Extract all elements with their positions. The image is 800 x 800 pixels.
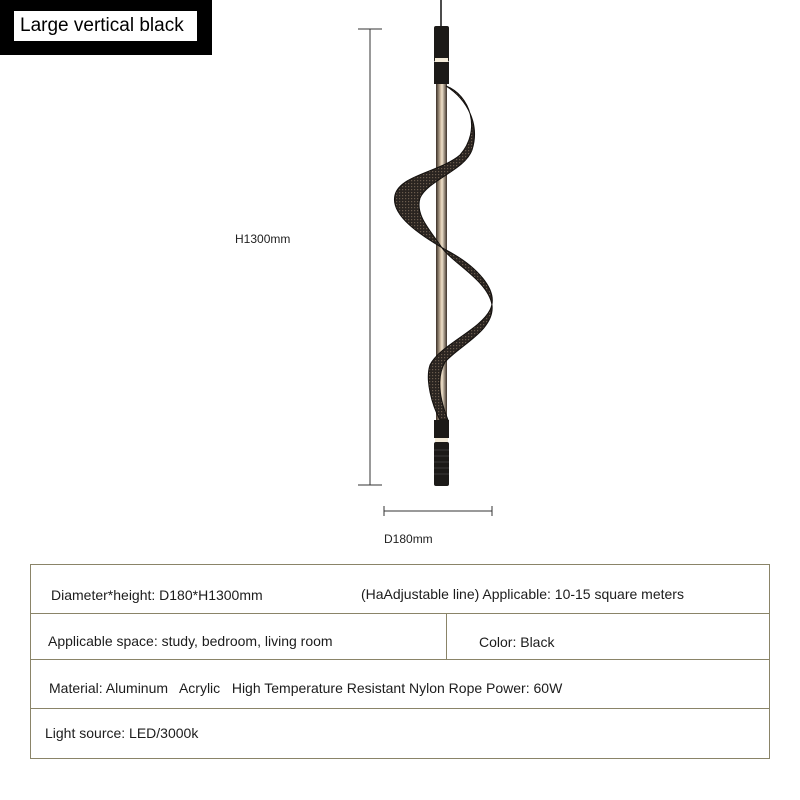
spec-color: Color: Black — [479, 634, 555, 650]
spec-applicable-area: (HaAdjustable line) Applicable: 10-15 square meters — [361, 586, 684, 602]
pendant-lamp — [394, 0, 492, 486]
spec-row — [31, 660, 769, 709]
diameter-label: D180mm — [384, 532, 433, 546]
top-cap — [434, 26, 449, 62]
height-dimension-line — [358, 29, 382, 485]
spec-applicable-space: Applicable space: study, bedroom, living room — [48, 633, 333, 649]
spec-row — [31, 565, 769, 614]
spec-row — [31, 614, 769, 660]
diameter-dimension-line — [384, 506, 492, 516]
spec-dimensions: Diameter*height: D180*H1300mm — [51, 587, 263, 603]
column-divider — [446, 614, 447, 659]
product-title: Large vertical black — [14, 11, 197, 41]
bottom-cap — [434, 442, 449, 486]
spec-light-source: Light source: LED/3000k — [45, 725, 199, 741]
spec-row — [31, 709, 769, 758]
spec-table — [30, 564, 770, 759]
spec-material-power: Material: Aluminum Acrylic High Temperature Resistant Nylon Rope Power: 60W — [49, 680, 563, 696]
height-label: H1300mm — [235, 232, 291, 246]
